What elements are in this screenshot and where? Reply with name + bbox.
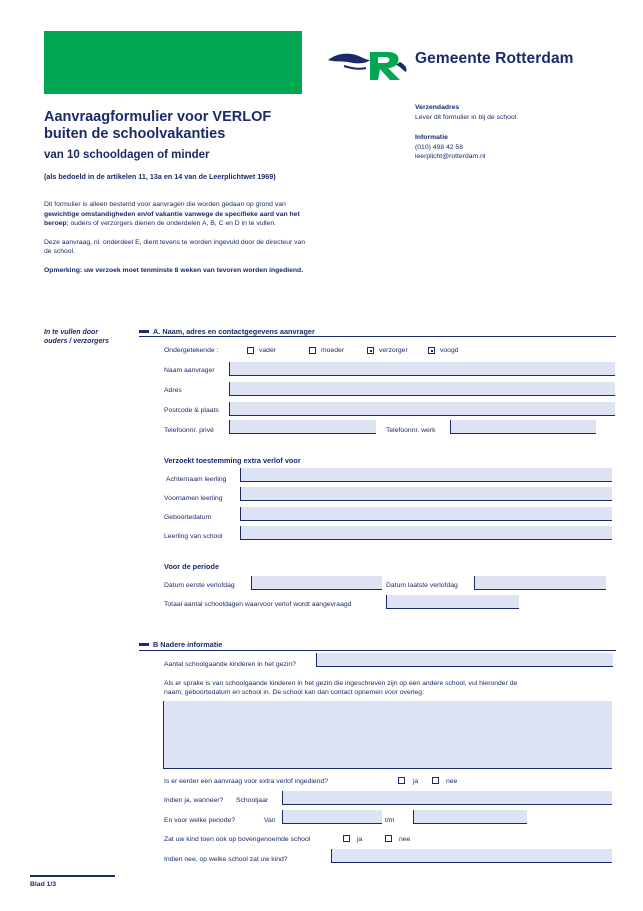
to-label: t/m: [385, 817, 395, 824]
fill-in-by-note: In te vullen door ouders / verzorgers: [44, 329, 109, 345]
checkbox-moeder[interactable]: [309, 347, 316, 354]
section-b-marker: [139, 643, 149, 646]
which-period-label: En voor welke periode?: [164, 817, 236, 824]
total-days-label: Totaal aantal schooldagen waarvoor verlof wordt aangevraagd: [164, 601, 352, 608]
form-subtitle: van 10 schooldagen of minder: [44, 149, 210, 161]
info-heading: Informatie: [415, 134, 448, 141]
other-children-text-1: Als er sprake is van schoolgaande kinderen in het gezin die ingeschreven zijn op een andere school, vul hieronder de: [164, 680, 518, 687]
checkbox-same-school-yes[interactable]: [343, 835, 350, 842]
option-verzorger-label: verzorger: [379, 347, 408, 354]
form-title-line2: buiten de schoolvakanties: [44, 126, 226, 142]
phone-private-field[interactable]: [229, 420, 376, 434]
other-children-textarea[interactable]: [163, 701, 612, 769]
section-a-heading: A. Naam, adres en contactgegevens aanvrager: [153, 327, 315, 336]
period-heading: Voor de periode: [164, 562, 220, 571]
other-children-text-2: naam, geboortedatum en school in. De school kan dan contact opnemen voor overleg:: [164, 689, 424, 696]
option-voogd-label: voogd: [440, 347, 459, 354]
firstnames-field[interactable]: [240, 487, 612, 501]
firstnames-label: Voornamen leerling: [164, 495, 223, 502]
first-day-field[interactable]: [251, 576, 382, 590]
header-green-block: [44, 31, 302, 94]
last-day-label: Datum laatste verlofdag: [386, 582, 458, 589]
schoolyear-field[interactable]: [282, 791, 612, 805]
last-day-field[interactable]: [474, 576, 606, 590]
intro-text: [44, 200, 314, 275]
from-label: Van: [264, 817, 276, 824]
children-count-label: Aantal schoolgaande kinderen in het gezin?: [164, 661, 296, 668]
section-b-rule: [139, 650, 616, 651]
checkbox-verzorger[interactable]: [367, 347, 374, 354]
first-day-label: Datum eerste verlofdag: [164, 582, 235, 589]
checkbox-same-school-no[interactable]: [385, 835, 392, 842]
checkbox-vader[interactable]: [247, 347, 254, 354]
request-heading: Verzoekt toestemming extra verlof voor: [164, 456, 301, 465]
school-field[interactable]: [240, 526, 612, 540]
same-school-label: Zat uw kind toen ook op bovengenoemde school: [164, 836, 311, 843]
phone-work-field[interactable]: [450, 420, 596, 434]
total-days-field[interactable]: [386, 595, 519, 609]
name-applicant-field[interactable]: [229, 362, 615, 376]
info-phone: (010) 498 42 58: [415, 144, 463, 151]
phone-work-label: Telefoonnr. werk: [386, 427, 436, 434]
earlier-no-label: nee: [446, 778, 458, 785]
dob-label: Geboortedatum: [164, 514, 212, 521]
send-address-heading: Verzendadres: [415, 104, 460, 111]
which-school-label: Indien nee, op welke school zat uw kind?: [164, 856, 288, 863]
legal-reference: (als bedoeld in de artikelen 11, 13a en 14 van de Leerplichtwet 1969): [44, 172, 276, 181]
option-moeder-label: moeder: [321, 347, 345, 354]
organization-name: Gemeente Rotterdam: [415, 50, 574, 67]
period-from-field[interactable]: [282, 810, 382, 824]
address-field[interactable]: [229, 382, 615, 396]
checkbox-voogd[interactable]: [428, 347, 435, 354]
info-email: leerplicht@rotterdam.nl: [415, 153, 486, 160]
intro-remark: Opmerking: uw verzoek moet tenminste 8 weken van tevoren worden ingediend.: [44, 266, 304, 274]
send-address-text: Lever dit formulier in bij de school.: [415, 114, 519, 121]
surname-label: Achternaam leerling: [166, 476, 227, 483]
earlier-yes-label: ja: [413, 778, 419, 785]
period-to-field[interactable]: [413, 810, 527, 824]
dob-field[interactable]: [240, 507, 612, 521]
earlier-request-label: Is er eerder een aanvraag voor extra verlof ingediend?: [164, 778, 328, 785]
page-number: Blad 1/3: [30, 881, 57, 888]
form-title: [44, 109, 271, 143]
rotterdam-lion-logo-icon: [326, 46, 410, 82]
postcode-label: Postcode & plaats: [164, 407, 219, 414]
postcode-field[interactable]: [229, 402, 615, 416]
which-school-field[interactable]: [331, 849, 612, 863]
address-label: Adres: [164, 387, 182, 394]
if-yes-when-label: Indien ja, wanneer?: [164, 797, 224, 804]
section-a-rule: [139, 336, 616, 337]
section-a-marker: [139, 330, 149, 333]
same-school-no-label: nee: [399, 836, 411, 843]
footer-rule: [30, 875, 115, 877]
checkbox-earlier-yes[interactable]: [398, 777, 405, 784]
undersigned-label: Ondergetekende :: [164, 347, 219, 354]
schoolyear-label: Schooljaar: [236, 797, 269, 804]
phone-private-label: Telefoonnr. privé: [164, 427, 214, 434]
checkbox-earlier-no[interactable]: [432, 777, 439, 784]
form-title-line1: Aanvraagformulier voor VERLOF: [44, 109, 272, 125]
section-b-heading: B Nadere informatie: [153, 640, 223, 649]
same-school-yes-label: ja: [357, 836, 363, 843]
intro-paragraph-1: Dit formulier is alleen bestemd voor aanvragen die worden gedaan op grond van gewichtige omstandigheden en/of vakantie vanwege de specifieke aard van het beroep; ouders of verzorgers dienen de onderdelen A, B, C en D in te vullen.: [44, 201, 300, 227]
name-applicant-label: Naam aanvrager: [164, 367, 215, 374]
children-count-field[interactable]: [316, 653, 613, 667]
intro-paragraph-2: Deze aanvraag, nl. onderdeel E, dient tevens te worden ingevuld door de directeur van de school.: [44, 238, 306, 255]
school-label: Leerling van school: [164, 533, 223, 540]
option-vader-label: vader: [259, 347, 277, 354]
surname-field[interactable]: [240, 468, 612, 482]
